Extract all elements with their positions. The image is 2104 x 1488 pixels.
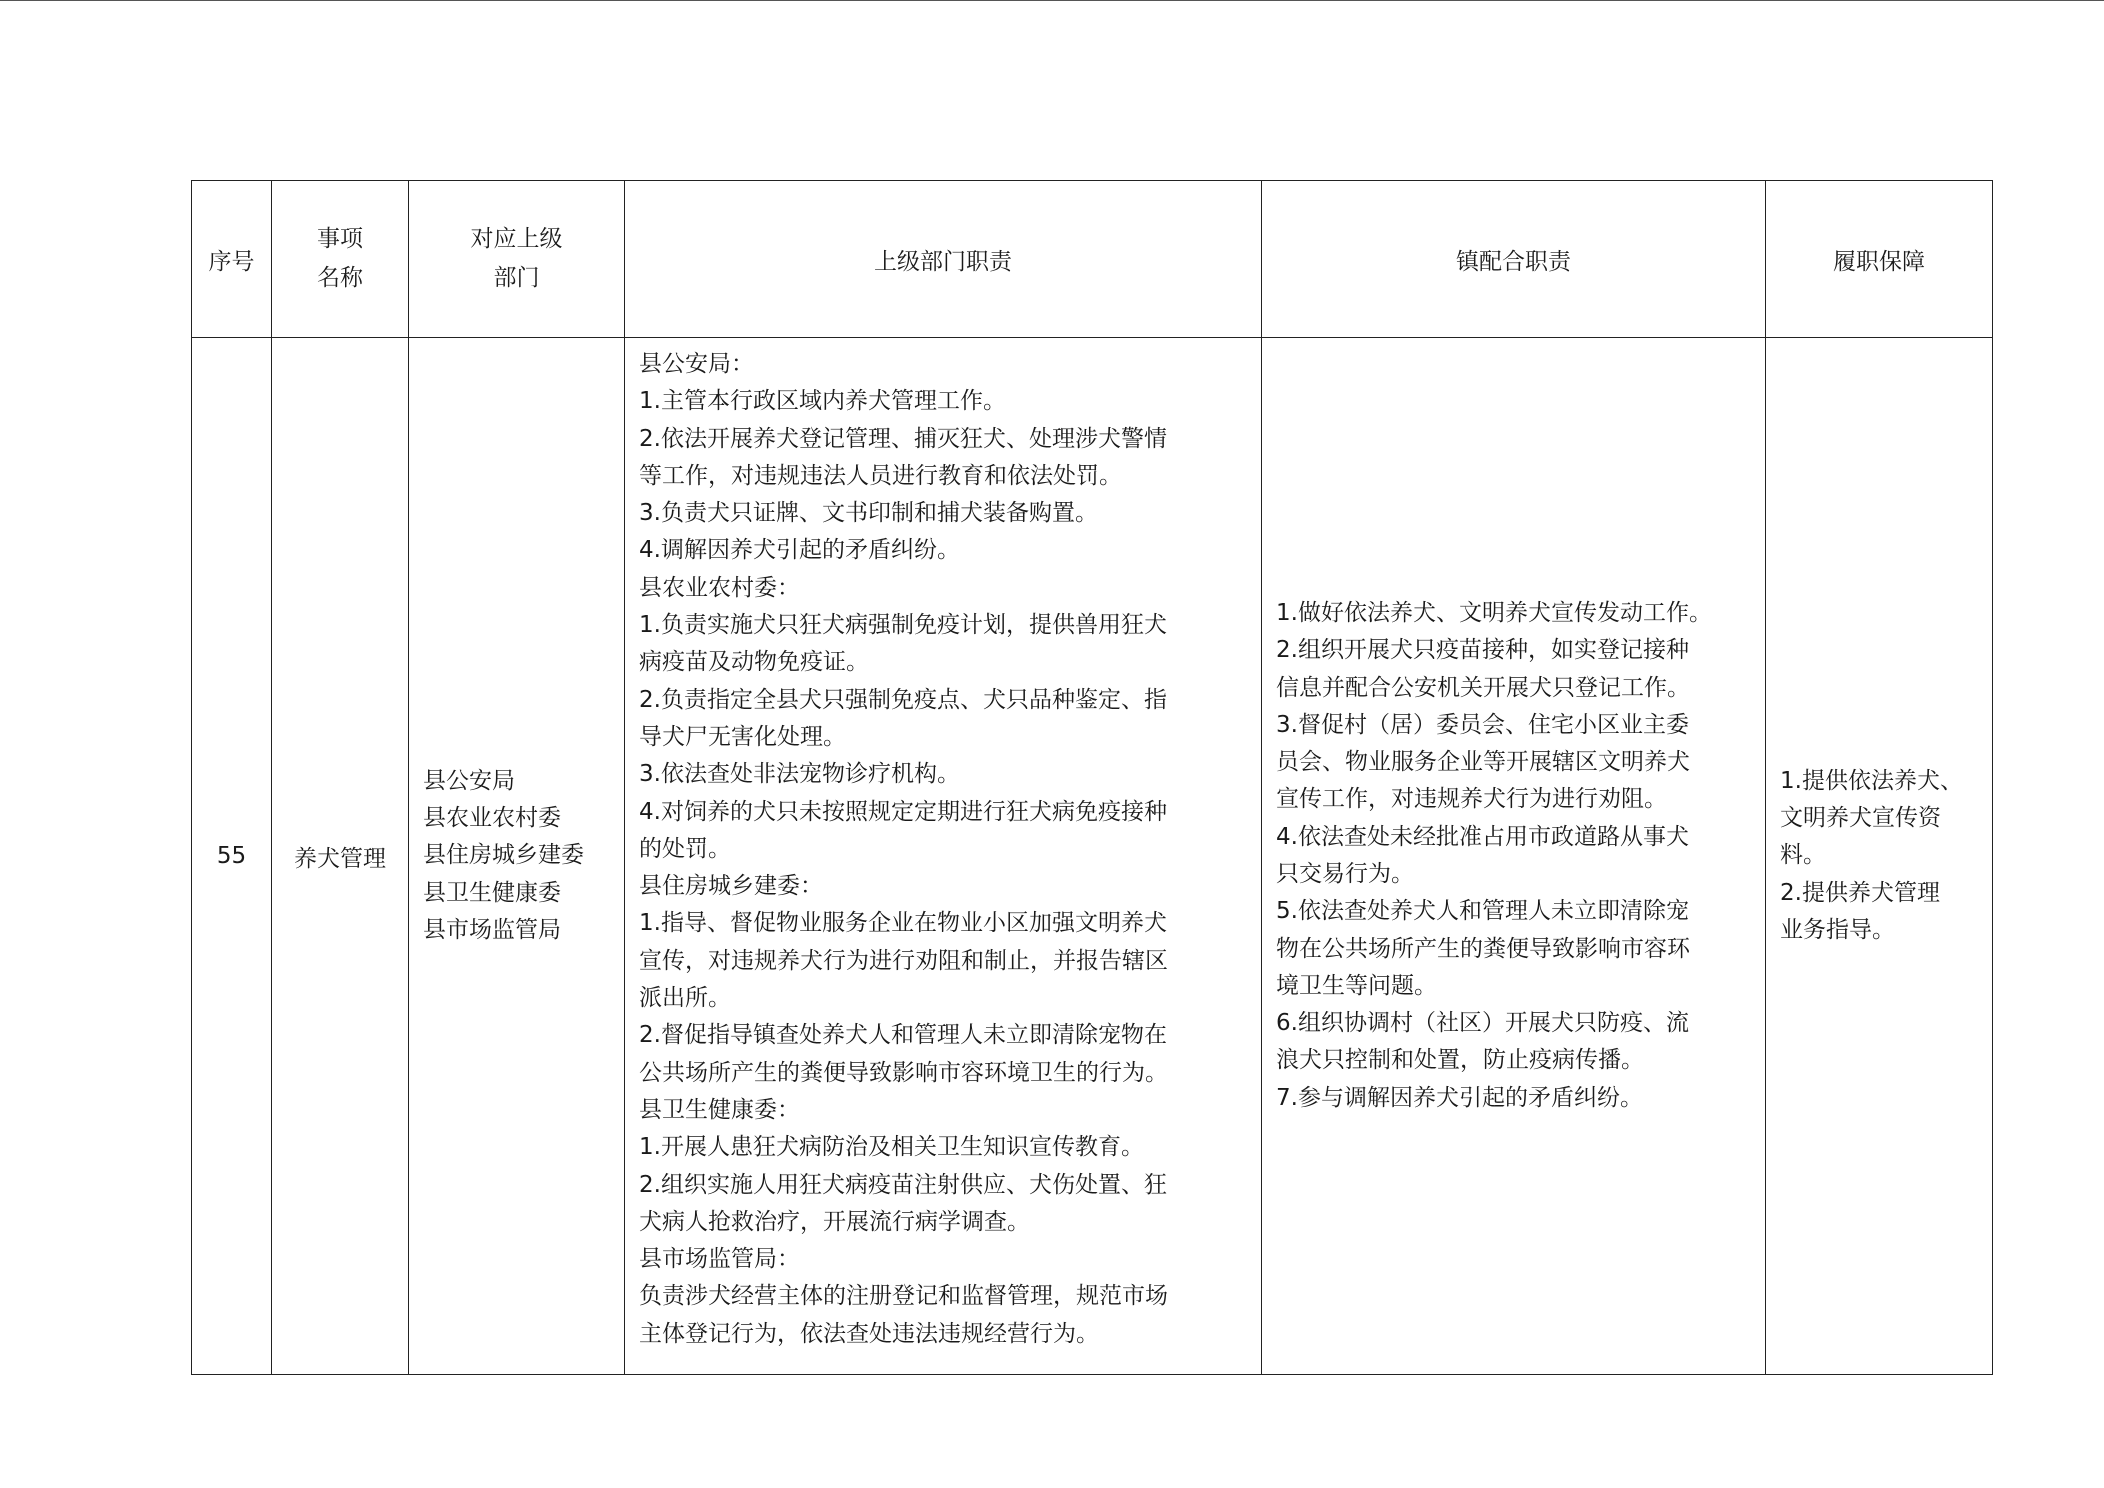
row-upper-duty [625, 338, 1262, 1375]
guarantee-line: 文明养犬宣传资 [1780, 805, 1941, 832]
upper-duty-line: 主体登记行为，依法查处违法违规经营行为。 [639, 1320, 1099, 1347]
header-town-duty: 镇配合职责 [1262, 181, 1766, 338]
header-item-line2: 名称 [317, 265, 363, 291]
row-guarantee [1766, 338, 1993, 1375]
upper-duty-line: 导犬尸无害化处理。 [639, 723, 846, 750]
town-duty-line: 5.依法查处养犬人和管理人未立即清除宠 [1276, 898, 1689, 925]
town-duty-line: 物在公共场所产生的粪便导致影响市容环 [1276, 935, 1690, 962]
town-duty-line: 宣传工作，对违规养犬行为进行劝阻。 [1276, 786, 1667, 813]
upper-duty-line: 2.依法开展养犬登记管理、捕灭狂犬、处理涉犬警情 [639, 425, 1167, 452]
upper-duty-line: 等工作，对违规违法人员进行教育和依法处罚。 [639, 462, 1122, 489]
department-list [423, 763, 610, 949]
table-row [192, 338, 1993, 1375]
header-department [409, 181, 625, 338]
department-item: 县卫生健康委 [423, 879, 561, 906]
upper-duty-line: 4.调解因养犬引起的矛盾纠纷。 [639, 537, 960, 564]
town-duty-line: 6.组织协调村（社区）开展犬只防疫、流 [1276, 1010, 1689, 1037]
town-duty-line: 浪犬只控制和处置，防止疫病传播。 [1276, 1047, 1644, 1074]
upper-duty-line: 2.负责指定全县犬只强制免疫点、犬只品种鉴定、指 [639, 686, 1167, 713]
town-duty-line: 员会、物业服务企业等开展辖区文明养犬 [1276, 749, 1690, 776]
upper-duty-line: 县卫生健康委： [639, 1096, 800, 1123]
upper-duty-line: 1.指导、督促物业服务企业在物业小区加强文明养犬 [639, 910, 1167, 937]
upper-duty-line: 1.主管本行政区域内养犬管理工作。 [639, 388, 1006, 415]
row-item-name: 养犬管理 [272, 338, 409, 1375]
row-index: 55 [192, 338, 272, 1375]
town-duty-line: 只交易行为。 [1276, 861, 1414, 887]
row-departments [409, 338, 625, 1375]
upper-duty-line: 公共场所产生的粪便导致影响市容环境卫生的行为。 [639, 1059, 1168, 1086]
town-duty-line: 2.组织开展犬只疫苗接种，如实登记接种 [1276, 637, 1689, 664]
upper-duty-line: 的处罚。 [639, 835, 731, 862]
header-index: 序号 [192, 181, 272, 338]
guarantee-line: 2.提供养犬管理 [1780, 879, 1940, 906]
town-duty-line: 信息并配合公安机关开展犬只登记工作。 [1276, 674, 1690, 701]
department-item: 县住房城乡建委 [423, 842, 584, 869]
upper-duty-line: 负责涉犬经营主体的注册登记和监督管理，规范市场 [639, 1283, 1168, 1310]
town-duty-line: 1.做好依法养犬、文明养犬宣传发动工作。 [1276, 599, 1712, 626]
upper-duty-line: 县住房城乡建委： [639, 873, 823, 900]
header-item-name [272, 181, 409, 338]
upper-duty-line: 派出所。 [639, 985, 731, 1012]
header-upper-duty: 上级部门职责 [625, 181, 1262, 338]
department-item: 县农业农村委 [423, 805, 561, 832]
upper-duty-line: 县市场监管局： [639, 1246, 800, 1273]
upper-duty-line: 县农业农村委： [639, 574, 800, 601]
header-dept-line2: 部门 [493, 265, 540, 291]
duty-table [191, 180, 1993, 1375]
upper-duty-line: 1.开展人患狂犬病防治及相关卫生知识宣传教育。 [639, 1134, 1144, 1161]
upper-duty-line: 2.督促指导镇查处养犬人和管理人未立即清除宠物在 [639, 1022, 1167, 1049]
department-item: 县市场监管局 [423, 916, 561, 943]
department-item: 县公安局 [423, 767, 515, 794]
guarantee-list [1780, 763, 1978, 949]
header-guarantee: 履职保障 [1766, 181, 1993, 338]
town-duty-line: 境卫生等问题。 [1276, 972, 1437, 999]
upper-duty-line: 县公安局： [639, 351, 754, 377]
upper-duty-line: 宣传，对违规养犬行为进行劝阻和制止，并报告辖区 [639, 947, 1168, 974]
town-duty-line: 4.依法查处未经批准占用市政道路从事犬 [1276, 823, 1689, 850]
header-dept-line1: 对应上级 [470, 226, 563, 252]
upper-duty-line: 犬病人抢救治疗，开展流行病学调查。 [639, 1208, 1030, 1235]
guarantee-line: 业务指导。 [1780, 916, 1895, 943]
guarantee-line: 料。 [1780, 842, 1826, 869]
upper-duty-line: 3.负责犬只证牌、文书印制和捕犬装备购置。 [639, 500, 1098, 527]
upper-duty-line: 3.依法查处非法宠物诊疗机构。 [639, 761, 960, 788]
town-duty-line: 3.督促村（居）委员会、住宅小区业主委 [1276, 711, 1689, 738]
upper-duty-line: 4.对饲养的犬只未按照规定定期进行狂犬病免疫接种 [639, 798, 1167, 825]
page-top-rule [0, 0, 2104, 1]
town-duty-line: 7.参与调解因养犬引起的矛盾纠纷。 [1276, 1084, 1643, 1111]
row-town-duty [1262, 338, 1766, 1375]
header-item-line1: 事项 [317, 226, 363, 252]
upper-duty-line: 1.负责实施犬只狂犬病强制免疫计划，提供兽用狂犬 [639, 612, 1167, 639]
upper-duty-line: 病疫苗及动物免疫证。 [639, 649, 869, 676]
town-duty-list [1276, 595, 1751, 1117]
upper-duty-line: 2.组织实施人用狂犬病疫苗注射供应、犬伤处置、狂 [639, 1171, 1167, 1198]
upper-duty-list [639, 346, 1247, 1353]
table-header-row [192, 181, 1993, 338]
guarantee-line: 1.提供依法养犬、 [1780, 767, 1963, 794]
